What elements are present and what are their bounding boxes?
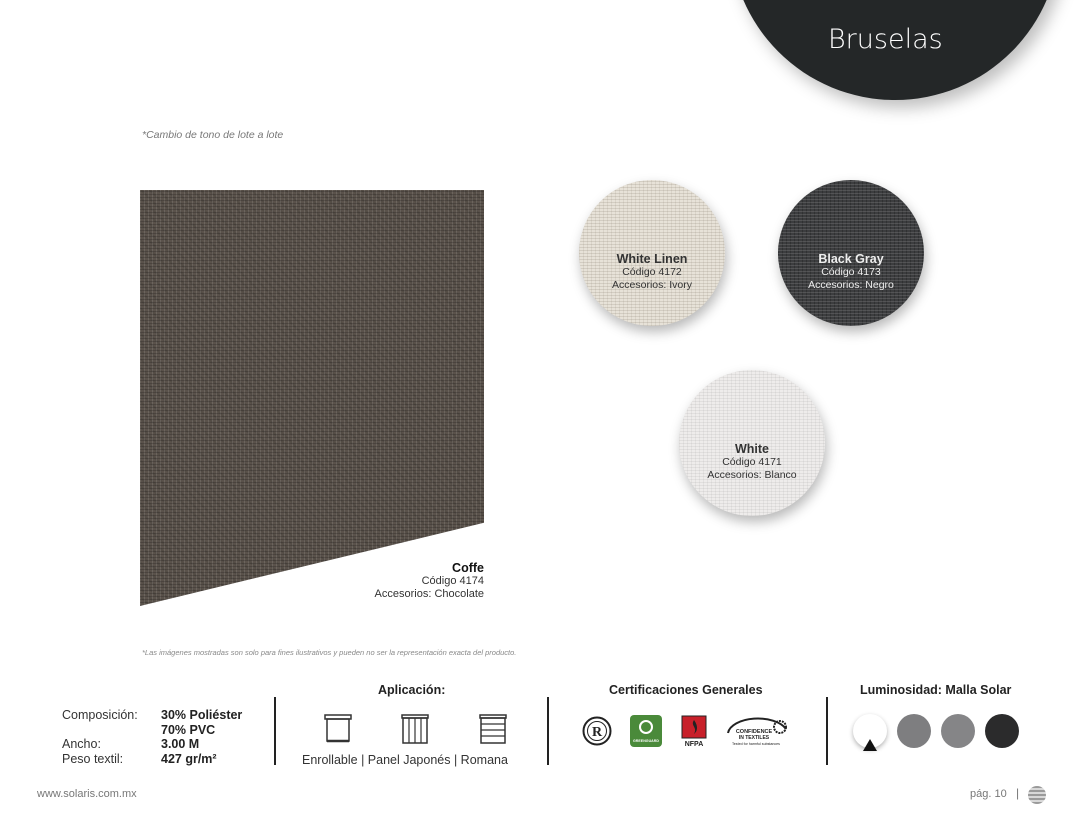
coffe-label (375, 562, 484, 601)
swatch-name: White (734, 441, 770, 456)
cert-text: IN TEXTILES (738, 735, 770, 741)
cert-text: CONFIDENCE (735, 729, 773, 735)
spec-value: 30% Poliéster (161, 708, 243, 722)
black-gray-swatch (778, 180, 924, 326)
footer-separator: | (1016, 786, 1020, 800)
selected-indicator-icon (863, 739, 877, 751)
spec-label: Peso textil: (62, 751, 124, 766)
swatch-code: Código 4174 (421, 575, 484, 587)
r-seal-icon (582, 715, 612, 747)
page-number: pág. 10 (970, 788, 1007, 800)
coffe-fabric-swatch (140, 190, 484, 606)
globe-icon (1028, 786, 1046, 804)
section-divider (547, 697, 549, 765)
swatch-accessories: Accesorios: Negro (808, 278, 894, 291)
website-link[interactable]: www.solaris.com.mx (37, 788, 137, 800)
zigzag-right-edge (476, 190, 492, 530)
cert-text: NFPA (684, 741, 704, 747)
cert-text: GREENGUARD (633, 739, 659, 743)
luminosidad-title: Luminosidad: Malla Solar (860, 683, 1012, 697)
panel-blind-icon (400, 713, 430, 745)
spec-value: 427 gr/m² (161, 751, 217, 766)
section-divider (826, 697, 828, 765)
swatch-code: Código 4172 (622, 265, 682, 278)
nfpa-icon (680, 715, 708, 747)
cert-text: R (591, 725, 603, 740)
specs-block (62, 708, 242, 766)
greenguard-icon (630, 715, 662, 747)
roman-blind-icon (478, 713, 508, 745)
white-swatch (679, 370, 825, 516)
spec-value: 3.00 M (161, 737, 200, 751)
oeko-tex-icon (724, 715, 790, 747)
luminosity-level-2 (897, 714, 931, 748)
luminosity-level-3 (941, 714, 975, 748)
lot-tone-note: *Cambio de tono de lote a lote (142, 129, 284, 141)
swatch-name: White Linen (616, 251, 688, 266)
aplicacion-caption: Enrollable | Panel Japonés | Romana (302, 753, 508, 767)
swatch-code: Código 4171 (722, 455, 782, 468)
luminosity-level-4 (985, 714, 1019, 748)
spec-label: Composición: (62, 708, 138, 722)
roller-blind-icon (323, 713, 353, 745)
section-divider (274, 697, 276, 765)
spec-label: Ancho: (62, 737, 101, 751)
page-title: Bruselas (828, 24, 943, 55)
white-linen-swatch (579, 180, 725, 326)
swatch-code: Código 4173 (821, 265, 881, 278)
cert-text: Tested for harmful substances (732, 742, 780, 746)
swatch-name: Black Gray (818, 251, 884, 266)
image-disclaimer: *Las imágenes mostradas son solo para fines ilustrativos y pueden no ser la representación exacta del producto. (142, 648, 517, 657)
spec-value: 70% PVC (161, 722, 216, 737)
swatch-name: Coffe (452, 561, 484, 575)
zigzag-left-edge (132, 190, 148, 610)
swatch-accessories: Accesorios: Blanco (707, 468, 797, 481)
certificaciones-title: Certificaciones Generales (609, 683, 763, 697)
swatch-accessories: Accesorios: Chocolate (374, 588, 484, 600)
swatch-accessories: Accesorios: Ivory (612, 278, 692, 291)
aplicacion-title: Aplicación: (378, 683, 446, 697)
